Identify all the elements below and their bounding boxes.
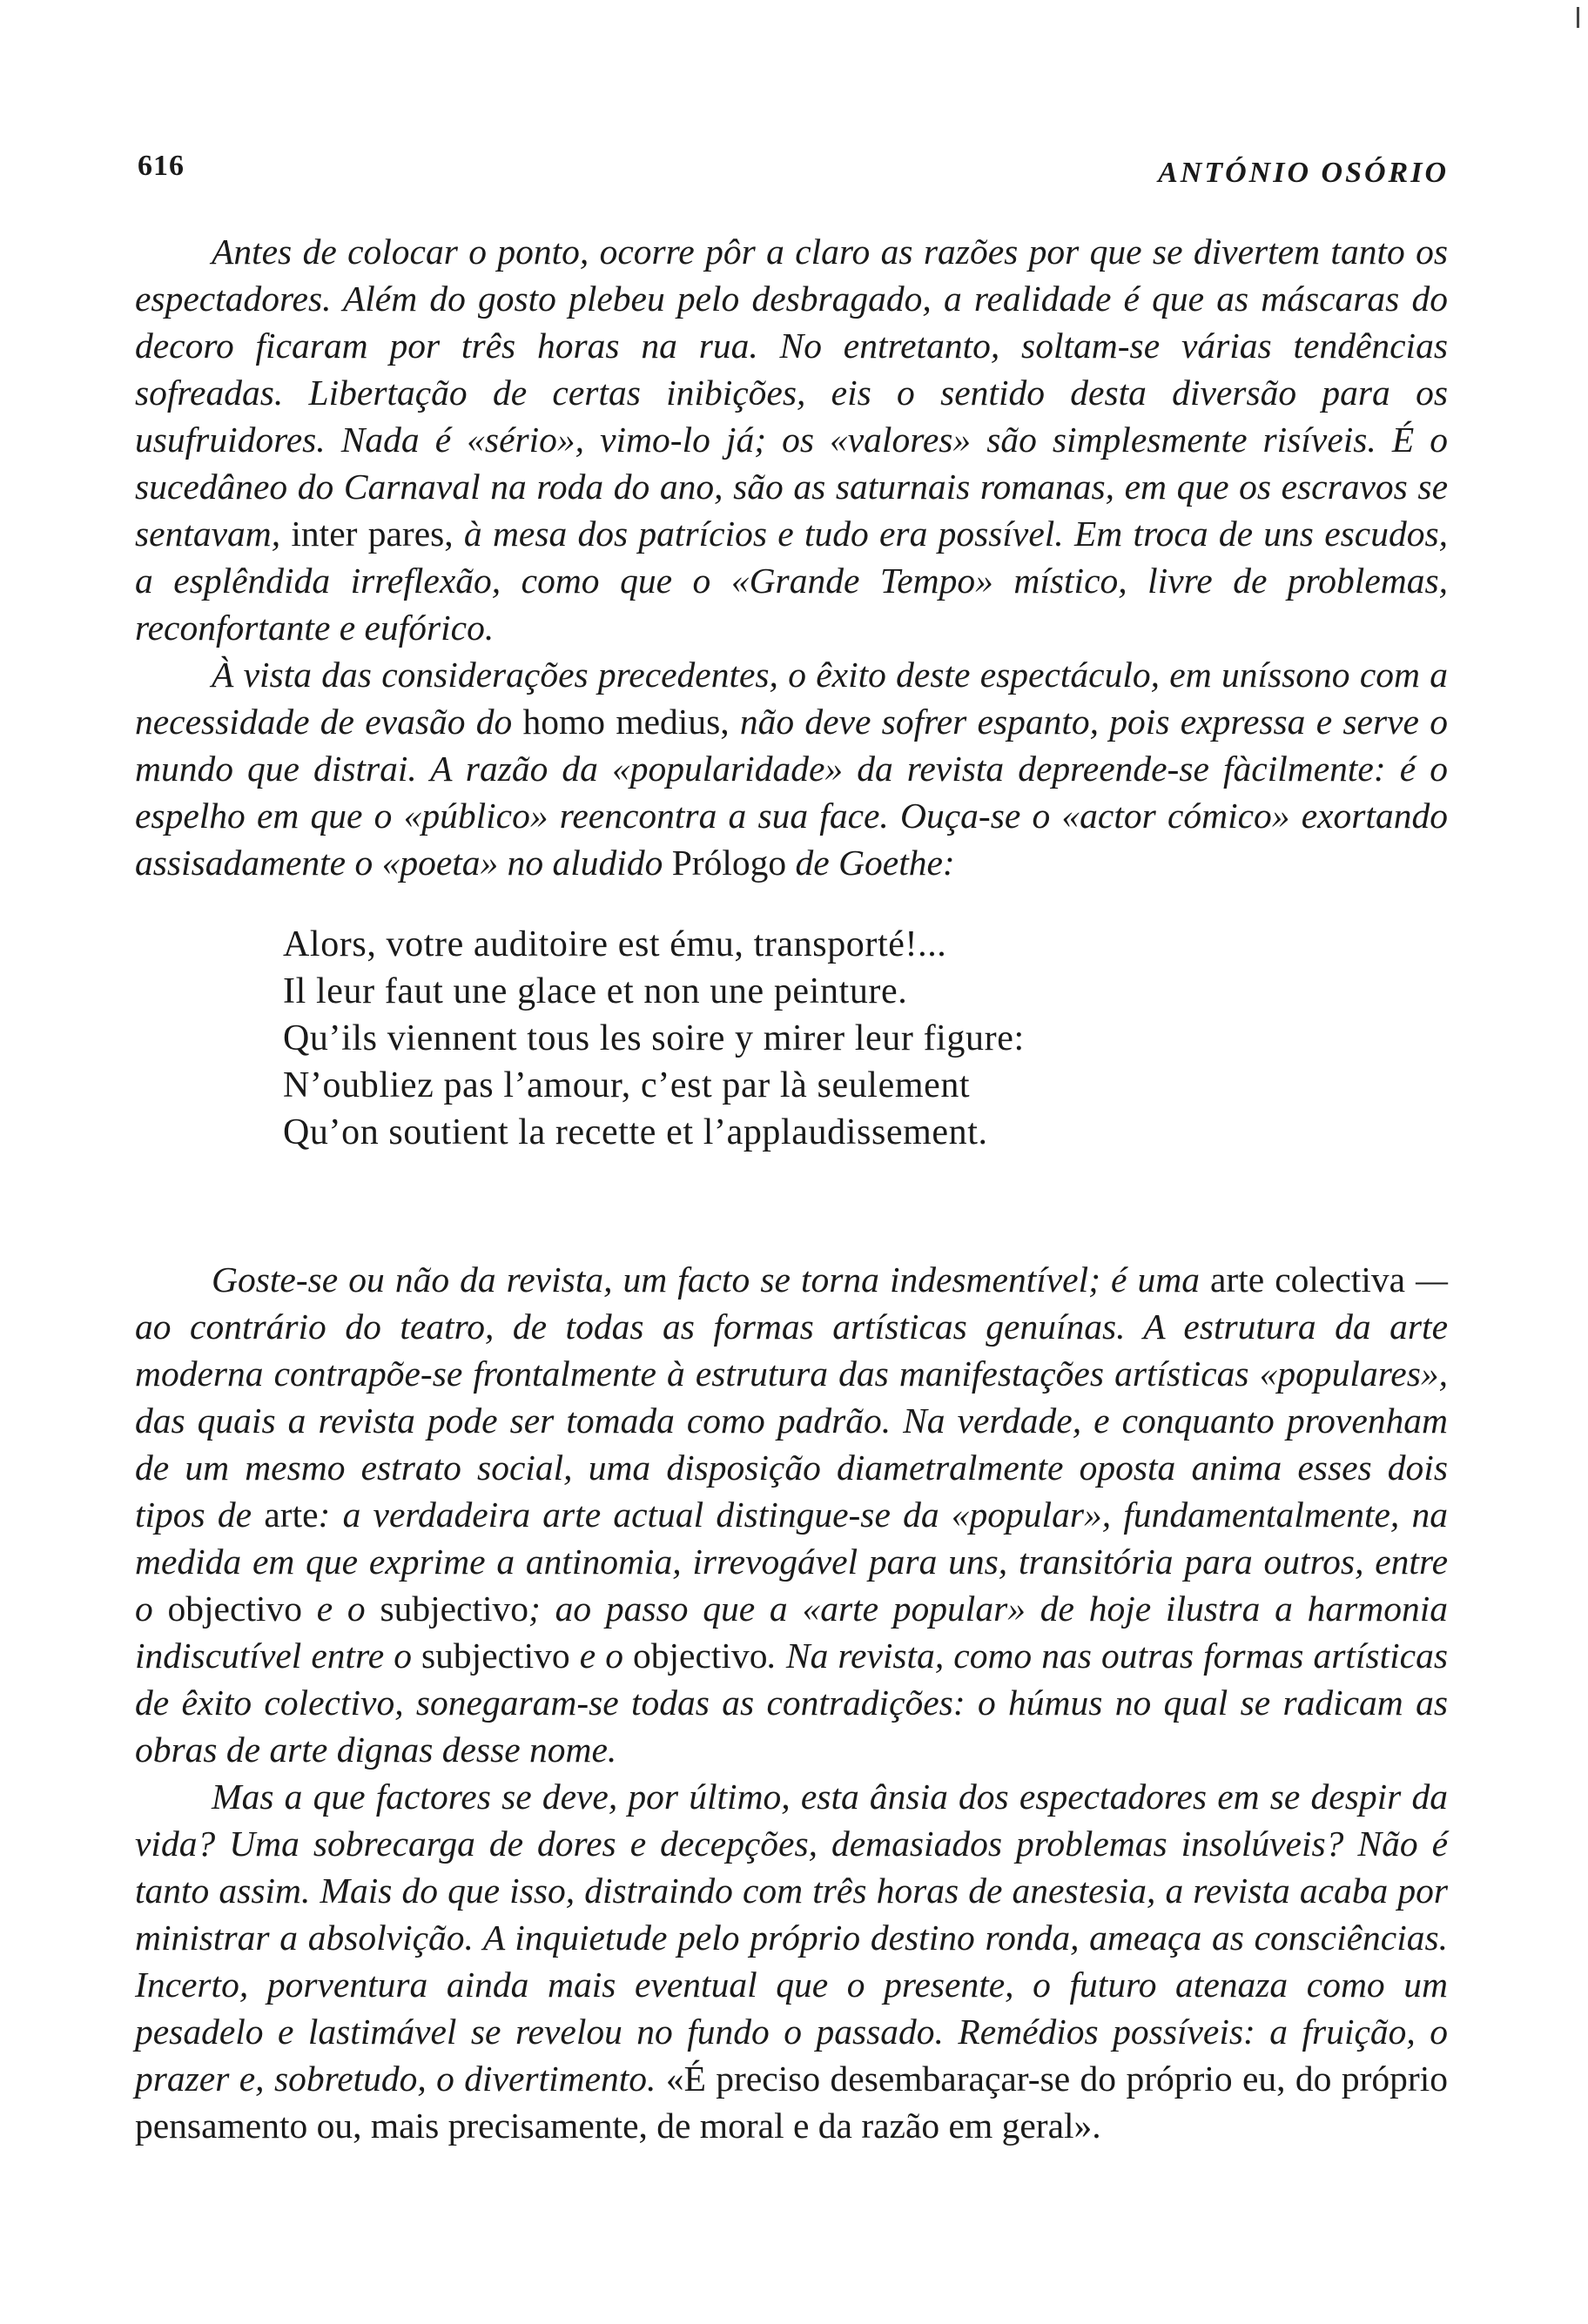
paragraph-3-text-4: e o bbox=[301, 1589, 380, 1629]
scan-edge-mark bbox=[1577, 7, 1579, 28]
text-block-upper bbox=[135, 228, 1448, 886]
latin-phrase-inter-pares: inter pares, bbox=[291, 514, 454, 554]
verse-line: N’oubliez pas l’amour, c’est par là seulement bbox=[283, 1065, 971, 1105]
term-objectivo: objectivo bbox=[633, 1636, 768, 1676]
paragraph-3 bbox=[135, 1256, 1448, 1773]
paragraph-1 bbox=[135, 228, 1448, 651]
paragraph-2-text-continued: não deve sofrer espanto, pois expressa e serve o mundo que distrai. A razão da «popularidade» da revista depreende-se fàcilmente: é o espelho em que o «público» reencontra a sua face. Ouça-se o «actor cómico» exortando assisadamente o «poeta» no aludido bbox=[135, 702, 1448, 883]
term-subjectivo: subjectivo bbox=[380, 1589, 529, 1629]
paragraph-4-text: Mas a que factores se deve, por último, esta ânsia dos espectadores em se despir da vida? Uma sobrecarga de dores e decepções, demasiados problemas insolúveis? Não é tanto assim. Mais do que isso, distraindo com três horas de anestesia, a revista acaba por ministrar a absolvição. A inquietude pelo próprio destino ronda, ameaça as consciências. Incerto, porventura ainda mais eventual que o presente, o futuro atenaza como um pesadelo e lastimável se revelou no fundo o passado. Remédios possíveis: a fruição, o prazer e, sobretudo, o divertimento. bbox=[135, 1777, 1448, 2099]
paragraph-3-text-2: — ao contrário do teatro, de todas as formas artísticas genuínas. A estrutura da arte moderna contrapõe-se frontalmente à estrutura das manifestações artísticas «populares», das quais a revista pode ser tomada como padrão. Na verdade, e conquanto provenham de um mesmo estrato social, uma disposição diametralmente oposta anima esses dois tipos de bbox=[135, 1259, 1448, 1535]
paragraph-3-text: Goste-se ou não da revista, um facto se torna indesmentível; é uma bbox=[212, 1259, 1211, 1300]
paragraph-1-text-continued: à mesa dos patrícios e tudo era possível. Em troca de uns escudos, a esplêndida irreflexão, como que o «Grande Tempo» místico, livre de problemas, reconfortante e eufórico. bbox=[135, 514, 1448, 648]
term-arte-colectiva: arte colectiva bbox=[1210, 1259, 1406, 1300]
paragraph-3-text-7: . Na revista, como nas outras formas artísticas de êxito colectivo, sonegaram-se todas as contradições: o húmus no qual se radicam as obras de arte dignas desse nome. bbox=[135, 1636, 1448, 1770]
term-arte: arte bbox=[264, 1494, 319, 1535]
verse-line: Alors, votre auditoire est ému, transporté!... bbox=[283, 924, 947, 964]
term-objectivo: objectivo bbox=[167, 1589, 302, 1629]
term-subjectivo: subjectivo bbox=[421, 1636, 570, 1676]
verse-line: Qu’ils viennent tous les soire y mirer leur figure: bbox=[283, 1018, 1025, 1058]
page-number: 616 bbox=[138, 150, 185, 182]
paragraph-3-text-5: ; ao passo que a «arte popular» de hoje ilustra a harmonia indiscutível entre o bbox=[135, 1589, 1449, 1676]
paragraph-2-text-end: de Goethe: bbox=[786, 843, 955, 883]
text-block-lower bbox=[135, 1256, 1448, 2149]
work-title-prologo: Prólogo bbox=[671, 843, 787, 883]
paragraph-4 bbox=[135, 1773, 1448, 2149]
paragraph-3-text-3: : a verdadeira arte actual distingue-se da «popular», fundamentalmente, na medida em que exprime a antinomia, irrevogável para uns, transitória para outros, entre o bbox=[135, 1494, 1448, 1629]
running-head-author: ANTÓNIO OSÓRIO bbox=[1158, 157, 1449, 189]
paragraph-3-text-6: e o bbox=[569, 1636, 634, 1676]
paragraph-4-quotation: «É preciso desembaraçar-se do próprio eu, do próprio pensamento ou, mais precisamente, de moral e da razão em geral». bbox=[135, 2059, 1448, 2146]
running-head bbox=[131, 150, 1449, 193]
verse-line: Qu’on soutient la recette et l’applaudissement. bbox=[283, 1112, 988, 1152]
verse-line: Il leur faut une glace et non une peinture. bbox=[283, 971, 908, 1011]
paragraph-1-text: Antes de colocar o ponto, ocorre pôr a claro as razões por que se divertem tanto os espectadores. Além do gosto plebeu pelo desbragado, a realidade é que as máscaras do decoro ficaram por três horas na rua. No entretanto, soltam-se várias tendências sofreadas. Libertação de certas inibições, eis o sentido desta diversão para os usufruidores. Nada é «sério», vimo-lo já; os «valores» são simplesmente risíveis. É o sucedâneo do Carnaval na roda do ano, são as saturnais romanas, em que os escravos se sentavam, bbox=[135, 232, 1448, 554]
latin-phrase-homo-medius: homo medius, bbox=[522, 702, 730, 742]
paragraph-2 bbox=[135, 651, 1448, 886]
paragraph-2-text: À vista das considerações precedentes, o êxito deste espectáculo, em uníssono com a necessidade de evasão do bbox=[135, 655, 1448, 742]
quoted-verse bbox=[283, 921, 1025, 1156]
